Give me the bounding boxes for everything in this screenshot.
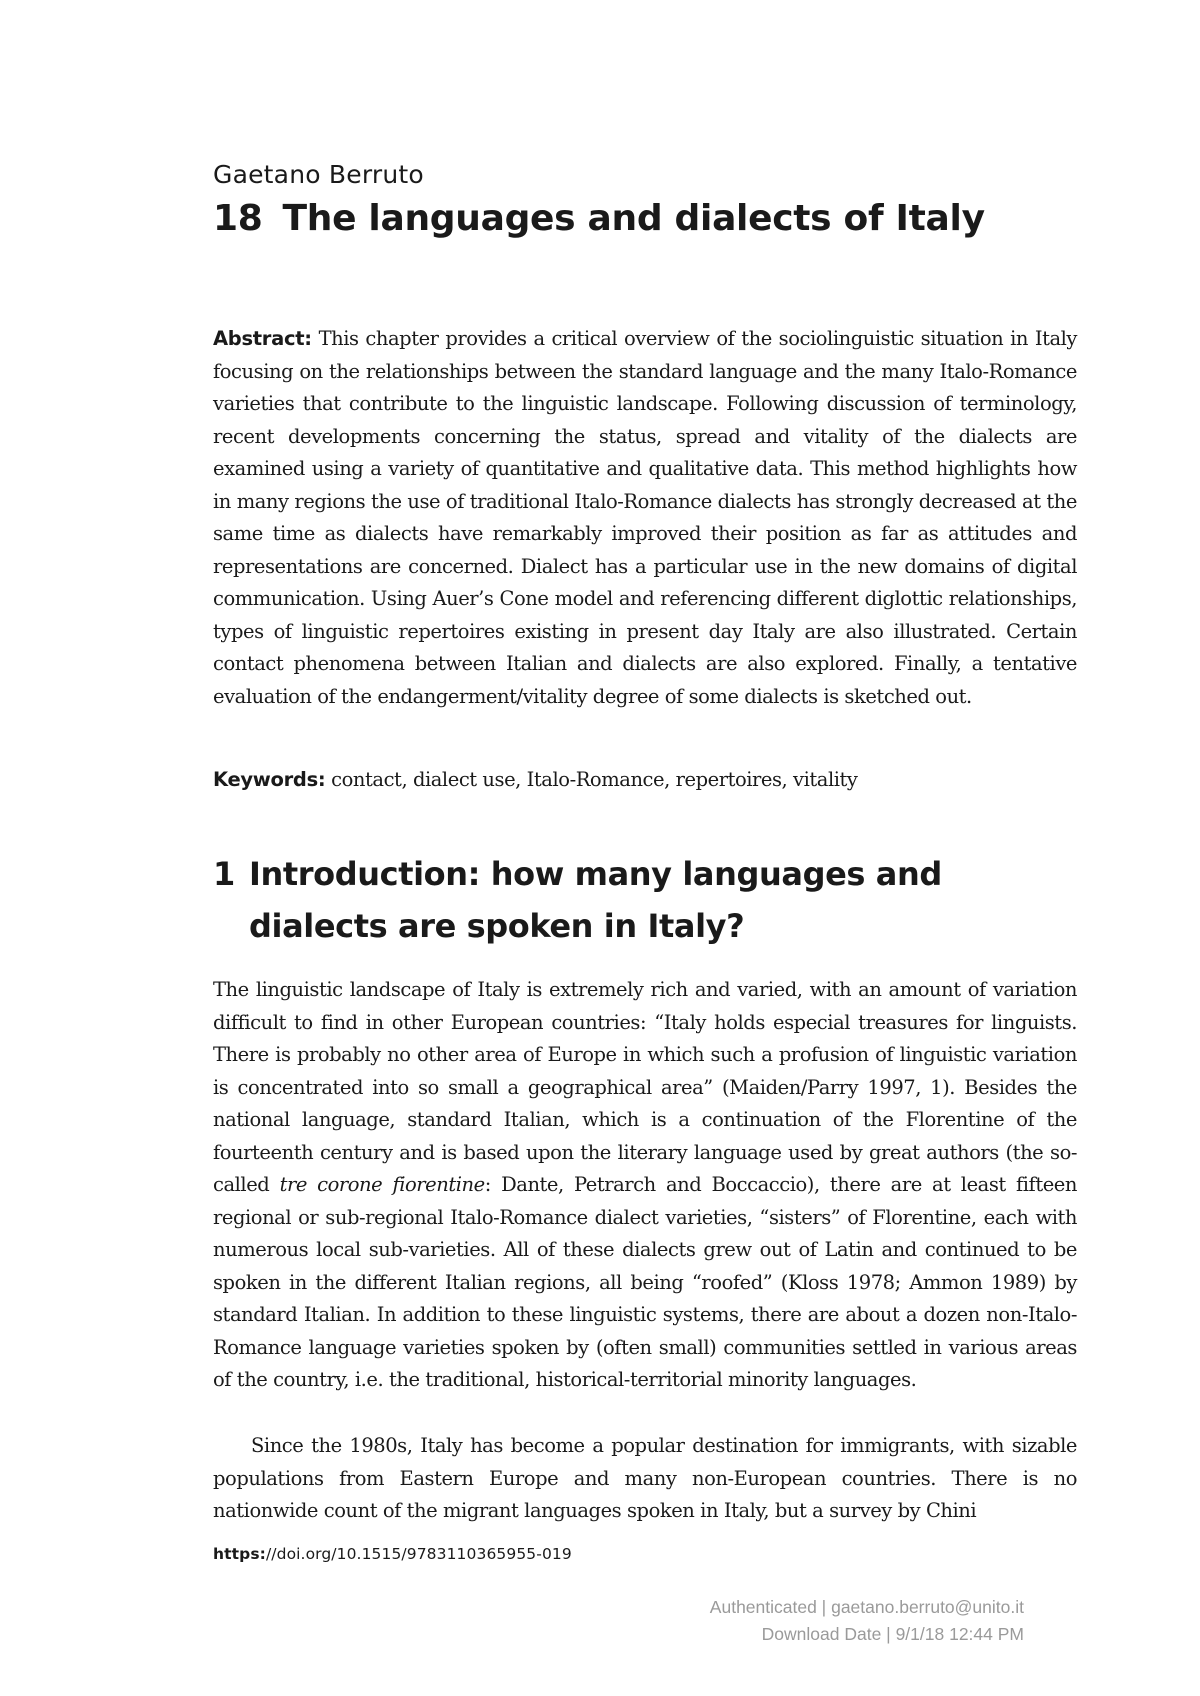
section-heading: [213, 848, 1093, 952]
para1-text-b: : Dante, Petrarch and Boccaccio), there are at least fifteen regional or sub-regional Italo-Romance dialect varieties, “sisters” of Florentine, each with numerous local sub-varieties. All of these dialects grew out of Latin and continued to be spoken in the different Italian regions, all being “roofed” (Kloss 1978; Ammon 1989) by standard Italian. In addition to these linguistic systems, there are about a dozen non-Italo-Romance language varieties spoken by (often small) communities settled in various areas of the country, i.e. the traditional, historical-territorial minority languages.: [213, 1173, 1077, 1391]
chapter-title: [213, 198, 985, 239]
section-title: Introduction: how many languages and dialects are spoken in Italy?: [249, 855, 942, 945]
doi-rest: //doi.org/10.1515/9783110365955-019: [265, 1545, 572, 1563]
authenticated-line: Authenticated | gaetano.berruto@unito.it: [709, 1597, 1024, 1617]
body-paragraph-2: Since the 1980s, Italy has become a popular destination for immigrants, with sizable populations from Eastern Europe and many non-European countries. There is no nationwide count of the migrant languages spoken in Italy, but a survey by Chini: [213, 1434, 1077, 1522]
abstract-text: This chapter provides a critical overview of the sociolinguistic situation in Italy focusing on the relationships between the standard language and the many Italo-Romance varieties that contribute to the linguistic landscape. Following discussion of terminology, recent developments concerning the status, spread and vitality of the dialects are examined using a variety of quantitative and qualitative data. This method highlights how in many regions the use of traditional Italo-Romance dialects has strongly decreased at the same time as dialects have remarkably improved their position as far as attitudes and representations are concerned. Dialect has a particular use in the new domains of digital communication. Using Auer’s Cone model and referencing different diglottic relationships, types of linguistic repertoires existing in present day Italy are also illustrated. Certain contact phenomena between Italian and dialects are also explored. Finally, a tentative evaluation of the endangerment/vitality degree of some dialects is sketched out.: [213, 327, 1077, 708]
abstract-label: Abstract:: [213, 327, 312, 350]
section-number: 1: [213, 855, 235, 893]
keywords: [213, 764, 1077, 797]
abstract: [213, 323, 1077, 713]
download-date-line: Download Date | 9/1/18 12:44 PM: [761, 1624, 1024, 1644]
para1-text-a: The linguistic landscape of Italy is extremely rich and varied, with an amount of variation difficult to find in other European countries: “Italy holds especial treasures for linguists. There is probably no other area of Europe in which such a profusion of linguistic variation is concentrated into so small a geographical area” (Maiden/Parry 1997, 1). Besides the national language, standard Italian, which is a continuation of the Florentine of the fourteenth century and is based upon the literary language used by great authors (the so-called: [213, 978, 1077, 1196]
doi-prefix: https:: [213, 1545, 266, 1563]
chapter-number: 18: [213, 198, 263, 239]
para1-italic-term: tre corone fiorentine: [279, 1173, 485, 1196]
chapter-title-text: The languages and dialects of Italy: [282, 198, 985, 239]
keywords-text: contact, dialect use, Italo-Romance, repertoires, vitality: [331, 768, 858, 791]
author-name: Gaetano Berruto: [213, 160, 424, 189]
doi-link[interactable]: [213, 1545, 572, 1563]
body-paragraph-1: [213, 974, 1077, 1397]
keywords-label: Keywords:: [213, 768, 326, 791]
